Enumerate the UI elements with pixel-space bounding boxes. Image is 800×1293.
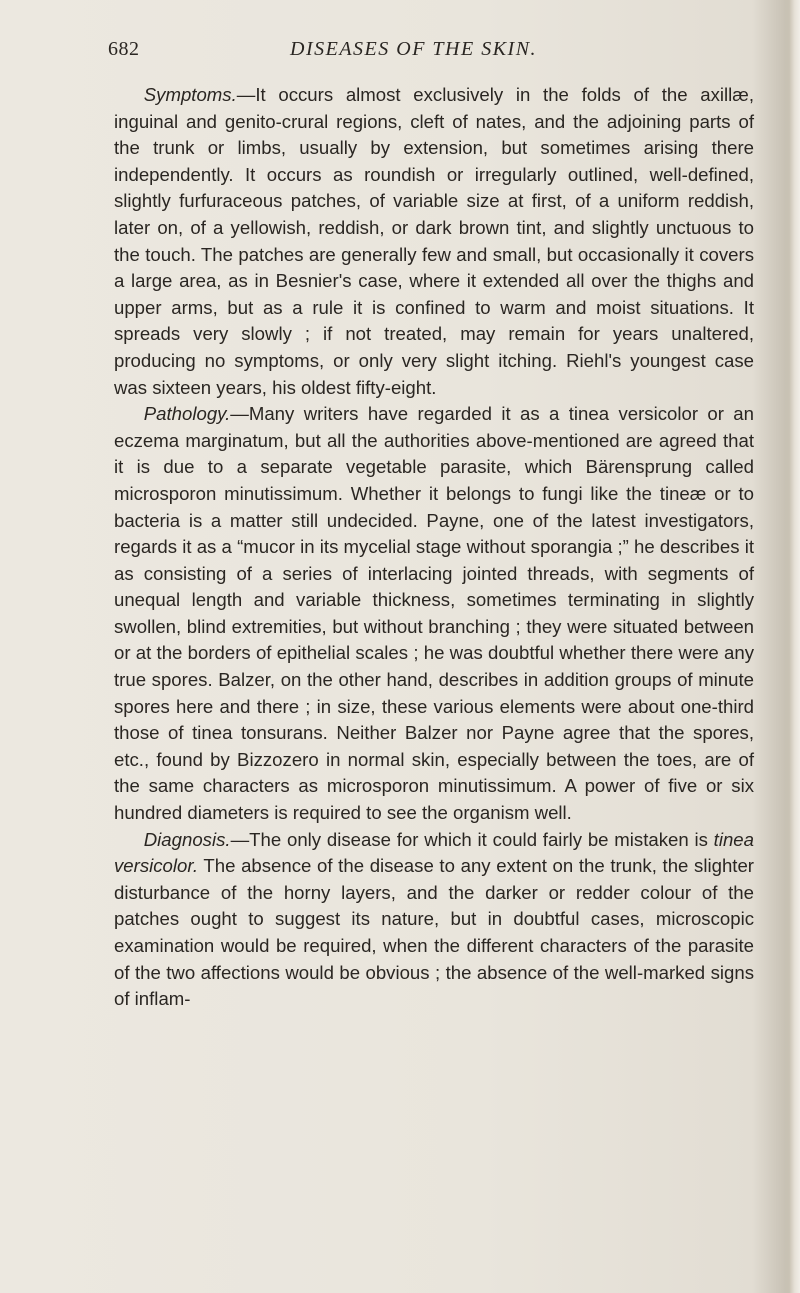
- section-lead-symptoms: Symptoms.: [143, 84, 237, 105]
- page-number: 682: [108, 38, 140, 60]
- emphasis-tinea-versicolor: tinea versicolor.: [114, 828, 754, 877]
- paragraph-pathology: [114, 401, 754, 827]
- section-lead-pathology: Pathology.: [143, 403, 231, 425]
- page-header: [108, 38, 768, 68]
- paragraph-symptoms: [114, 82, 754, 401]
- page-edge-shadow: [782, 0, 800, 1293]
- paragraph-diagnosis: [114, 827, 754, 1013]
- body-text: [114, 82, 754, 1013]
- section-lead-diagnosis: Diagnosis.: [143, 828, 231, 850]
- paragraph-text: —It occurs almost exclusively in the folds of the axillæ, inguinal and genito-crural regions, cleft of nates, and the adjoining parts of the trunk or limbs, usually by extension, but sometimes arising there independently. It occurs as roundish or irregularly outlined, well-defined, slightly furfuraceous patches, of variable size at first, of a uniform reddish, later on, of a yellowish, reddish, or dark brown tint, and slightly unctuous to the touch. The patches are generally few and small, but occasionally it covers a large area, as in Besnier's case, where it extended all over the thighs and upper arms, but as a rule it is confined to warm and moist situations. It spreads very slowly ; if not treated, may remain for years unaltered, producing no symptoms, or only very slight itching. Riehl's youngest case was sixteen years, his oldest fifty-eight.: [114, 84, 754, 398]
- running-title: DISEASES OF THE SKIN.: [290, 38, 538, 60]
- paragraph-text: —Many writers have regarded it as a tinea versicolor or an eczema marginatum, but all the authorities above-mentioned are agreed that it is due to a separate vegetable parasite, which Bärensprung called microsporon minutissimum. Whether it belongs to fungi like the tineæ or to bacteria is a matter still undecided. Payne, one of the latest investigators, regards it as a “mucor in its mycelial stage without sporangia ;” he describes it as consisting of a series of interlacing jointed threads, with segments of unequal length and variable thickness, sometimes terminating in slightly swollen, blind extremities, but without branching ; they were situated between or at the borders of epithelial scales ; he was doubtful whether there were any true spores. Balzer, on the other hand, describes in addition groups of minute spores here and there ; in size, these various elements were about one-third those of tinea tonsurans. Neither Balzer nor Payne agree that the spores, etc., found by Bizzozero in normal skin, especially between the toes, are of the same characters as microsporon minutissimum. A power of five or six hundred diameters is required to see the organism well.: [114, 403, 754, 824]
- paragraph-text: —The only disease for which it could fairly be mistaken is: [230, 828, 714, 850]
- paragraph-text: The absence of the disease to any extent on the trunk, the slighter disturbance of the horny layers, and the darker or redder colour of the patches ought to suggest its nature, but in doubtful cases, microscopic examination would be required, when the different characters of the parasite of the two affections would be obvious ; the absence of the well-marked signs of inflam-: [114, 855, 754, 1010]
